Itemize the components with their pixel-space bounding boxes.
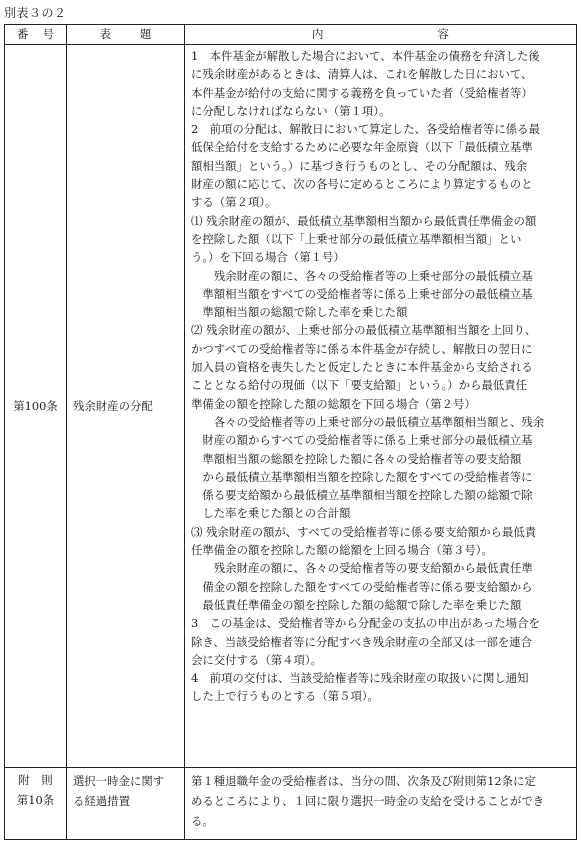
article-number: 第100条	[13, 398, 58, 413]
article-content-line: 最低責任準備金の額を控除した額の総額で除した率を乗じた額	[191, 597, 522, 612]
supplementary-title-cell	[67, 768, 185, 840]
header-title-char-1: 表	[99, 27, 111, 41]
article-content-line: 3 この基金は、受給権者等から分配金の支払の申出があった場合を	[191, 616, 540, 631]
article-content-line: 残余財産の額に、各々の受給権者等の上乗せ部分の最低積立基	[191, 268, 533, 283]
article-content-line: した率を乗じた額との合計額	[191, 506, 351, 521]
article-content-line: 任準備金の額を控除した額の総額を上回る場合（第３号）。	[191, 543, 493, 558]
supplementary-label: 附 則	[18, 773, 53, 787]
article-content-line: ⑵ 残余財産の額が、上乗せ部分の最低積立基準額相当額を上回り、	[191, 323, 537, 338]
supplementary-content-line: めるところにより、１回に限り選択一時金の支給を受けることができ	[191, 794, 545, 808]
article-content-line: こととなる給付の現価（以下「要支給額」という。）から最低責任	[191, 378, 528, 393]
article-content-line: 額相当額」という。）に基づき行うものとし、その分配額は、残余	[191, 158, 528, 173]
article-content-line: 係る要支給額から最低積立基準額相当額を控除した額の総額で除	[191, 488, 533, 503]
supplementary-number-cell	[5, 768, 67, 840]
table-row	[5, 768, 577, 840]
supplementary-content-cell	[185, 768, 577, 840]
header-content	[185, 25, 577, 45]
article-content-line: 会に交付する（第４項）。	[191, 652, 322, 667]
supplementary-content-line: る。	[191, 814, 214, 828]
header-content-char-2: 容	[437, 27, 449, 41]
table-row	[5, 45, 577, 768]
article-content-line: 備金の額を控除した額をすべての受給権者等に係る要支給額から	[191, 579, 533, 594]
supplementary-title-line-2: る経過措置	[73, 794, 130, 808]
article-content-line: 1 本件基金が解散した場合において、本件基金の債務を弁済した後	[191, 49, 540, 63]
article-content-line: する（第２項）。	[191, 195, 277, 210]
article-number-cell	[5, 45, 67, 768]
article-content-line: 準額相当額の総額で除した率を乗じた額	[191, 305, 408, 320]
article-content-line: かつすべての受給権者等に係る本件基金が存続し、解散日の翌日に	[191, 341, 533, 356]
article-content-line: 低保全給付を支給するために必要な年金原資（以下「最低積立基準	[191, 140, 533, 155]
article-content-line: 準額相当額をすべての受給権者等に係る上乗せ部分の最低積立基	[191, 286, 533, 301]
article-content-line: を控除した額（以下「上乗せ部分の最低積立基準額相当額」とい	[191, 231, 522, 246]
article-content-line: 2 前項の分配は、解散日において算定した、各受給権者等に係る最	[191, 122, 540, 137]
table-caption: 別表３の２	[4, 6, 67, 20]
article-content-line: 4 前項の交付は、当該受給権者等に残余財産の取扱いに関し通知	[191, 671, 529, 686]
header-number-char-1: 番	[17, 27, 29, 41]
article-content-line: ⑴ 残余財産の額が、最低積立基準額相当額から最低責任準備金の額	[191, 213, 537, 228]
article-title: 残余財産の分配	[73, 398, 153, 413]
header-title-char-2: 題	[140, 27, 152, 41]
article-content	[185, 45, 576, 708]
article-content-line: ⑶ 残余財産の額が、すべての受給権者等に係る要支給額から最低責	[191, 524, 537, 539]
header-row	[5, 25, 577, 45]
article-content-line: 財産の額に応じて、次の各号に定めるところにより算定するものと	[191, 177, 533, 192]
header-title	[67, 25, 185, 45]
article-content-line: 加入員の資格を喪失したと仮定したときに本件基金から支給される	[191, 360, 533, 375]
article-content-line: 本件基金が給付の支給に関する義務を負っていた者（受給権者等）	[191, 85, 533, 100]
header-content-char-1: 内	[312, 27, 324, 41]
article-content-line: 除き、当該受給権者等に分配すべき残余財産の全部又は一部を連合	[191, 634, 533, 649]
provisions-table	[4, 24, 577, 840]
header-number-char-2: 号	[42, 27, 54, 41]
article-content-cell	[185, 45, 577, 768]
supplementary-content	[185, 768, 576, 831]
article-content-line: 財産の額からすべての受給権者等に係る上乗せ部分の最低積立基	[191, 433, 533, 448]
article-content-line: に残余財産があるときは、清算人は、これを解散した日において、	[191, 67, 533, 82]
article-content-line: 各々の受給権者等の上乗せ部分の最低積立基準額相当額と、残余	[191, 414, 545, 429]
article-content-line: に分配しなければならない（第１項）。	[191, 103, 391, 118]
article-content-line: から最低積立基準額相当額を控除した額をすべての受給権者等に	[191, 469, 533, 484]
article-content-line: う。）を下回る場合（第１号）	[191, 250, 345, 265]
supplementary-title-line-1: 選択一時金に関す	[73, 774, 165, 788]
article-title-cell	[67, 45, 185, 768]
article-content-line: した上で行うものとする（第５項）。	[191, 689, 379, 704]
article-content-line: 準備金の額を控除した額の総額を下回る場合（第２号）	[191, 396, 476, 411]
header-number	[5, 25, 67, 45]
supplementary-content-line: 第１種退職年金の受給権者は、当分の間、次条及び附則第12条に定	[191, 774, 536, 788]
article-content-line: 残余財産の額に、各々の受給権者等の要支給額から最低責任準	[191, 561, 533, 576]
article-content-line: 準額相当額の総額を控除した額に各々の受給権者等の要支給額	[191, 451, 522, 466]
supplementary-article-number: 第10条	[16, 793, 55, 807]
